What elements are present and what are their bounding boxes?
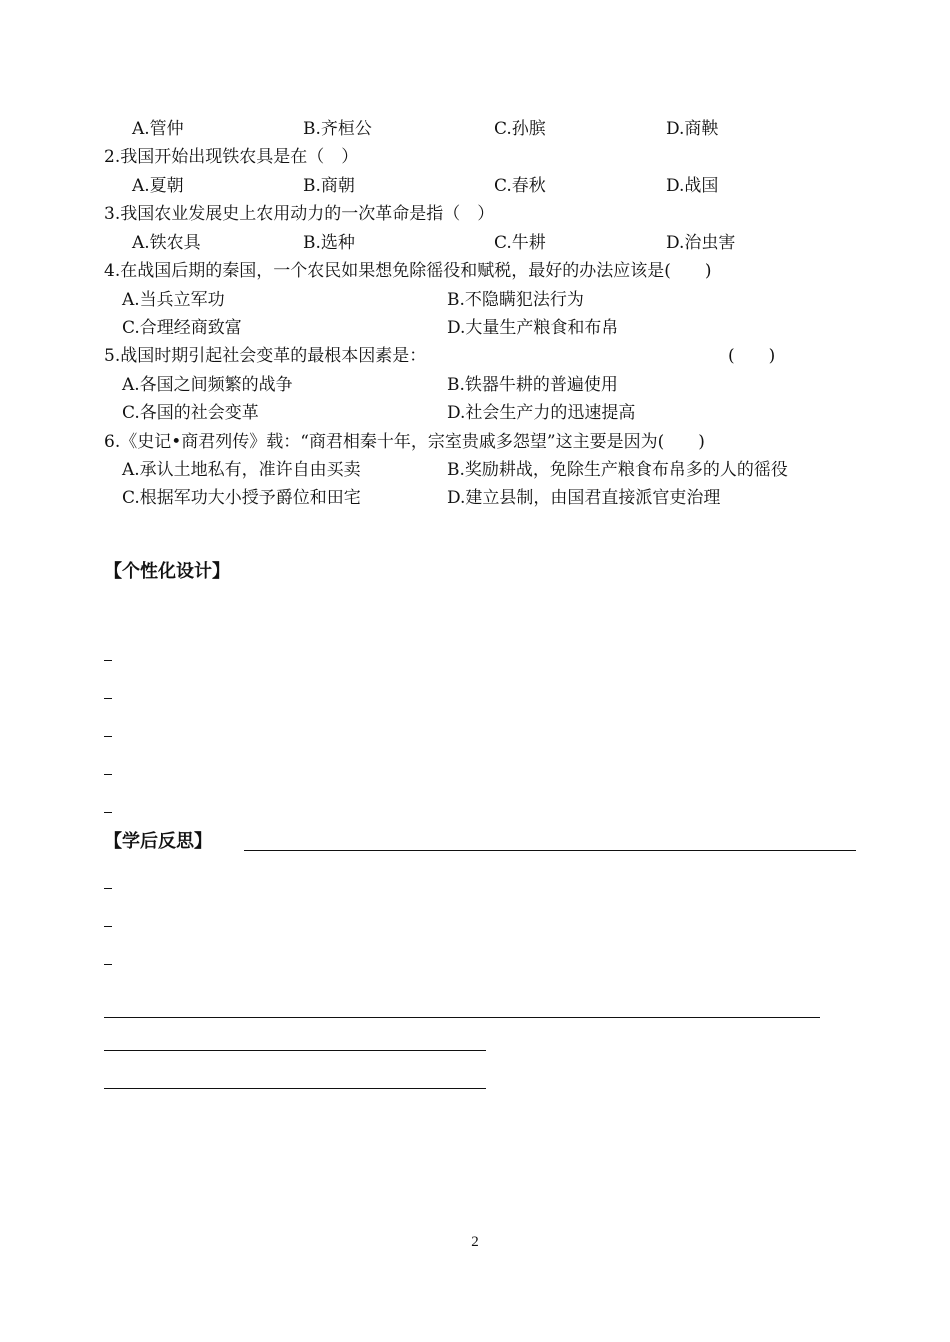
design-blank-mark: [104, 698, 112, 699]
q2-option-d: D.战国: [666, 176, 719, 196]
writing-line: [104, 1017, 820, 1018]
q6-stem: 6.《史记•商君列传》载：“商君相秦十年，宗室贵戚多怨望”这主要是因为( ): [104, 432, 705, 452]
q2-stem: 2.我国开始出现铁农具是在（ ）: [104, 147, 359, 167]
q4-option-a: A.当兵立军功: [122, 290, 225, 310]
reflection-write-line: [244, 850, 856, 851]
q3-option-b: B.选种: [303, 233, 355, 253]
q4-option-b: B.不隐瞒犯法行为: [447, 290, 584, 310]
q6-option-d: D.建立县制，由国君直接派官吏治理: [447, 488, 721, 508]
q6-option-c: C.根据军功大小授予爵位和田宅: [122, 488, 361, 508]
reflection-blank-mark: [104, 926, 112, 927]
reflection-blank-mark: [104, 964, 112, 965]
page-number: 2: [471, 1234, 479, 1250]
q6-option-b: B.奖励耕战，免除生产粮食布帛多的人的徭役: [447, 460, 788, 480]
q4-option-d: D.大量生产粮食和布帛: [447, 318, 619, 338]
q5-answer-paren: ( ): [728, 346, 776, 366]
design-blank-mark: [104, 660, 112, 661]
design-blank-mark: [104, 736, 112, 737]
q5-stem: 5.战国时期引起社会变革的最根本因素是：: [104, 346, 427, 366]
q3-option-a: A.铁农具: [132, 233, 201, 253]
q2-option-b: B.商朝: [303, 176, 355, 196]
q5-option-b: B.铁器牛耕的普遍使用: [447, 375, 618, 395]
q1-option-b: B.齐桓公: [303, 119, 372, 139]
q2-option-c: C.春秋: [494, 176, 546, 196]
q5-option-c: C.各国的社会变革: [122, 403, 259, 423]
reflection-blank-mark: [104, 888, 112, 889]
q5-option-d: D.社会生产力的迅速提高: [447, 403, 636, 423]
q1-option-a: A.管仲: [132, 119, 184, 139]
design-blank-mark: [104, 774, 112, 775]
q2-option-a: A.夏朝: [132, 176, 184, 196]
section-reflection-heading: 【学后反思】: [104, 831, 212, 852]
section-design-heading: 【个性化设计】: [104, 561, 230, 582]
q4-stem: 4.在战国后期的秦国，一个农民如果想免除徭役和赋税，最好的办法应该是( ): [104, 261, 712, 281]
writing-line: [104, 1050, 486, 1051]
writing-line: [104, 1088, 486, 1089]
q1-option-c: C.孙膑: [494, 119, 546, 139]
q4-option-c: C.合理经商致富: [122, 318, 242, 338]
q1-option-d: D.商鞅: [666, 119, 719, 139]
q5-option-a: A.各国之间频繁的战争: [122, 375, 293, 395]
q3-stem: 3.我国农业发展史上农用动力的一次革命是指（ ）: [104, 204, 495, 224]
q6-option-a: A.承认土地私有，准许自由买卖: [122, 460, 361, 480]
q3-option-d: D.治虫害: [666, 233, 736, 253]
q3-option-c: C.牛耕: [494, 233, 546, 253]
design-blank-mark: [104, 812, 112, 813]
